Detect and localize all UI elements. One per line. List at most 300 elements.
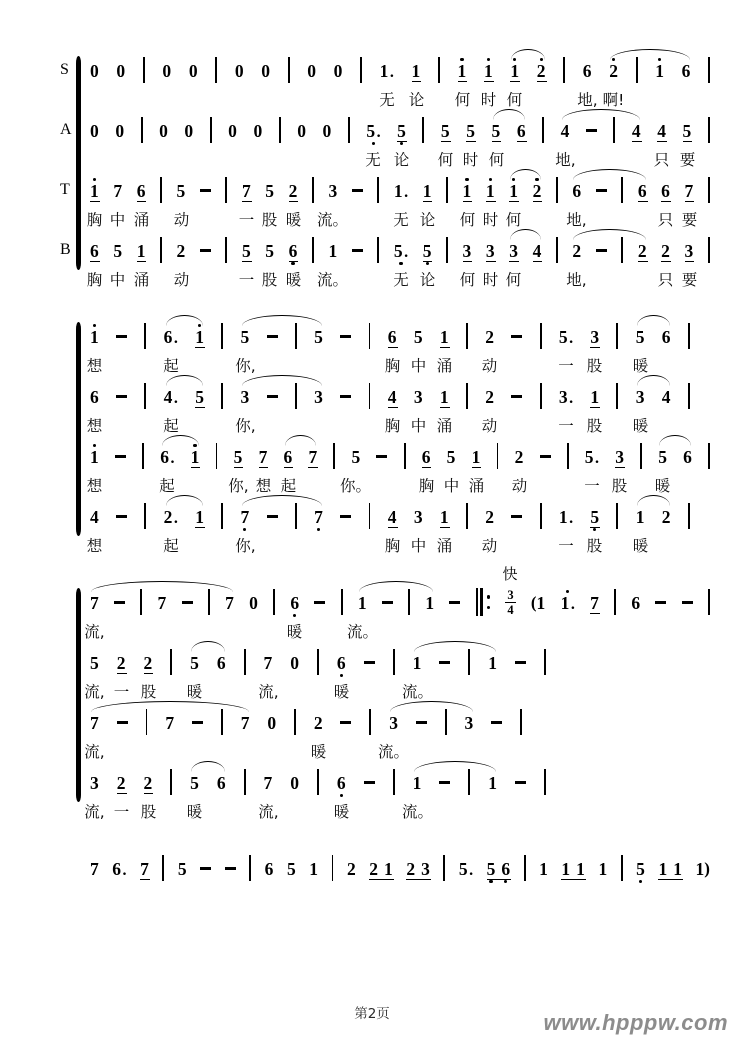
dash-continuation bbox=[116, 515, 127, 518]
lyric-syllable: 时 bbox=[462, 151, 479, 169]
dash-continuation bbox=[192, 721, 203, 724]
octave-dot-below bbox=[489, 673, 496, 681]
note-digit: 1 bbox=[457, 61, 467, 81]
note-cluster bbox=[683, 114, 692, 149]
note-token bbox=[380, 54, 394, 89]
dash-continuation bbox=[515, 781, 526, 784]
lyric-syllable: 一 bbox=[238, 271, 255, 289]
note-token bbox=[177, 234, 186, 269]
voice-line bbox=[60, 54, 710, 114]
note-token bbox=[559, 380, 573, 415]
note-cluster bbox=[590, 380, 599, 415]
note-glyph bbox=[235, 54, 244, 89]
note-glyph bbox=[290, 586, 299, 621]
notes-row bbox=[90, 114, 710, 169]
note-digit: 1 bbox=[412, 773, 422, 793]
note-cluster bbox=[90, 646, 99, 681]
note-cluster bbox=[323, 114, 332, 149]
note-token bbox=[463, 174, 472, 209]
note-token bbox=[440, 500, 449, 535]
note-glyph bbox=[90, 320, 99, 355]
octave-dot-below bbox=[236, 81, 243, 89]
octave-dot-below bbox=[533, 201, 540, 209]
rest bbox=[90, 54, 99, 89]
note-digit: 3 bbox=[413, 507, 423, 527]
lyric-syllable: 论 bbox=[419, 271, 436, 289]
octave-dot-below bbox=[663, 527, 670, 535]
dash-continuation bbox=[596, 189, 607, 192]
note-glyph bbox=[559, 380, 573, 415]
note-digit: 7 bbox=[684, 181, 694, 201]
voice-line bbox=[60, 114, 710, 174]
note-glyph bbox=[144, 646, 153, 681]
barline bbox=[294, 709, 296, 735]
note-digit: 3. bbox=[558, 387, 574, 407]
note-token bbox=[472, 440, 481, 475]
note-glyph bbox=[337, 766, 346, 801]
note-digit: 1 bbox=[598, 859, 608, 879]
barline bbox=[443, 855, 445, 881]
note-digit: 6 bbox=[90, 241, 99, 261]
note-token bbox=[140, 852, 149, 887]
repeat-bar bbox=[476, 588, 478, 616]
note-cluster bbox=[414, 320, 423, 355]
repeat-dot bbox=[487, 595, 490, 598]
note-cluster bbox=[485, 380, 494, 415]
barline bbox=[542, 117, 544, 143]
rest bbox=[334, 54, 343, 89]
note-cluster bbox=[559, 500, 573, 535]
note-token bbox=[590, 500, 599, 535]
note-token bbox=[486, 234, 495, 269]
time-signature bbox=[505, 588, 515, 617]
close-paren: ) bbox=[704, 859, 710, 878]
lyric-syllable: 胸 bbox=[384, 537, 401, 555]
note-digit: 2 bbox=[288, 181, 298, 201]
barline bbox=[288, 57, 290, 83]
barline bbox=[140, 589, 142, 615]
note-token bbox=[559, 320, 573, 355]
octave-dot-below bbox=[91, 141, 98, 149]
note-token bbox=[598, 852, 607, 887]
barline bbox=[225, 177, 227, 203]
note-glyph bbox=[117, 766, 126, 801]
barline bbox=[208, 589, 210, 615]
octave-dot-below bbox=[315, 347, 322, 355]
note-cluster bbox=[90, 320, 99, 355]
note-token bbox=[561, 586, 575, 621]
lyric-syllable: 涌 bbox=[133, 211, 150, 229]
note-cluster bbox=[631, 586, 640, 621]
lyric-syllable: 要 bbox=[679, 151, 696, 169]
note-glyph bbox=[90, 114, 99, 149]
octave-dot-below bbox=[117, 81, 124, 89]
dash-continuation bbox=[352, 249, 363, 252]
note-glyph bbox=[90, 500, 99, 535]
note-glyph bbox=[685, 234, 694, 269]
note-glyph bbox=[314, 706, 323, 741]
barline bbox=[144, 383, 146, 409]
slur bbox=[511, 49, 544, 60]
notes-row bbox=[90, 54, 710, 109]
note-glyph bbox=[537, 586, 546, 621]
note-digit: 3 bbox=[413, 387, 423, 407]
note-digit: 1 bbox=[635, 507, 645, 527]
lyric-syllable: 股 bbox=[586, 357, 603, 375]
octave-dot-below bbox=[663, 347, 670, 355]
note-digit: 0 bbox=[228, 121, 237, 141]
note-glyph bbox=[585, 440, 599, 475]
lyric-syllable: 一 bbox=[238, 211, 255, 229]
note-glyph bbox=[696, 852, 705, 887]
note-digit: 6 bbox=[683, 447, 692, 467]
note-cluster bbox=[515, 440, 524, 475]
note-digit: 0 bbox=[307, 61, 316, 81]
barline bbox=[446, 237, 448, 263]
barline bbox=[616, 383, 618, 409]
note-token bbox=[423, 234, 432, 269]
note-glyph bbox=[184, 114, 193, 149]
note-glyph bbox=[412, 54, 421, 89]
octave-dot-below bbox=[218, 673, 225, 681]
note-glyph bbox=[137, 234, 146, 269]
lyric-syllable: 起 bbox=[159, 477, 175, 495]
note-cluster bbox=[290, 646, 299, 681]
note-digit: 5 bbox=[590, 507, 600, 527]
note-digit: 1 bbox=[412, 653, 422, 673]
note-glyph bbox=[328, 234, 337, 269]
voice-line bbox=[84, 706, 710, 766]
lyric-syllable: 股 bbox=[611, 477, 628, 495]
note-token bbox=[531, 586, 545, 621]
note-digit: 1 bbox=[488, 653, 497, 673]
note-cluster bbox=[290, 586, 299, 621]
note-cluster bbox=[351, 440, 360, 475]
lyric-syllable: 中 bbox=[410, 417, 427, 435]
note-glyph bbox=[90, 852, 99, 887]
note-cluster bbox=[337, 646, 346, 681]
octave-dot-below bbox=[196, 347, 203, 355]
note-digit: 2 bbox=[406, 859, 416, 879]
octave-dot-below bbox=[577, 879, 584, 887]
note-glyph bbox=[466, 114, 475, 149]
note-digit: 4 bbox=[661, 387, 671, 407]
note-glyph bbox=[615, 440, 624, 475]
note-token bbox=[314, 706, 323, 741]
dash-continuation bbox=[200, 189, 211, 192]
note-cluster bbox=[178, 852, 187, 887]
note-cluster bbox=[307, 54, 316, 89]
note-glyph bbox=[486, 234, 495, 269]
lyric-syllable: 流。 bbox=[401, 803, 434, 821]
rest bbox=[249, 586, 258, 621]
note-glyph bbox=[423, 174, 432, 209]
note-digit: 7 bbox=[240, 507, 250, 527]
note-glyph bbox=[290, 646, 299, 681]
note-cluster bbox=[177, 174, 186, 209]
barline bbox=[640, 443, 642, 469]
lyric-syllable: 你, bbox=[235, 357, 256, 375]
note-token bbox=[90, 646, 99, 681]
lyric-syllable: 无 bbox=[393, 271, 409, 289]
repeat-dot bbox=[487, 606, 490, 609]
note-cluster bbox=[137, 174, 146, 209]
dash-continuation bbox=[340, 515, 351, 518]
note-cluster bbox=[657, 114, 666, 149]
note-cluster bbox=[264, 766, 273, 801]
lyric-syllable: 一 bbox=[558, 537, 574, 555]
augmentation-dot: . bbox=[569, 390, 574, 407]
note-token bbox=[289, 234, 298, 269]
notes-row bbox=[86, 500, 690, 555]
note-cluster bbox=[249, 586, 258, 621]
note-token bbox=[585, 440, 599, 475]
note-digit: 1 bbox=[695, 859, 705, 879]
octave-dot-below bbox=[91, 81, 98, 89]
note-cluster bbox=[264, 646, 273, 681]
note-digit: 5 bbox=[176, 181, 186, 201]
note-digit: 5 bbox=[265, 241, 275, 261]
note-digit: 1 bbox=[439, 327, 449, 347]
note-glyph bbox=[253, 114, 262, 149]
barline bbox=[225, 237, 227, 263]
notes-row bbox=[86, 380, 690, 435]
note-token bbox=[328, 174, 337, 209]
dash-continuation bbox=[515, 661, 526, 664]
note-glyph bbox=[459, 852, 473, 887]
note-digit: 1 bbox=[439, 387, 449, 407]
note-glyph bbox=[485, 320, 494, 355]
lyric-syllable: 动 bbox=[173, 271, 190, 289]
note-digit: 7 bbox=[258, 447, 268, 467]
note-cluster bbox=[485, 320, 494, 355]
notes-row bbox=[86, 440, 710, 495]
note-cluster bbox=[234, 440, 243, 475]
note-cluster bbox=[463, 174, 472, 209]
note-cluster bbox=[90, 114, 99, 149]
octave-dot-below bbox=[226, 613, 233, 621]
note-token bbox=[287, 852, 296, 887]
note-digit: 5 bbox=[636, 859, 645, 879]
note-cluster bbox=[144, 646, 153, 681]
note-token bbox=[369, 852, 393, 887]
octave-dot-below bbox=[599, 879, 606, 887]
note-digit: 7 bbox=[165, 713, 175, 733]
note-glyph bbox=[440, 500, 449, 535]
note-glyph bbox=[414, 380, 423, 415]
barline bbox=[160, 237, 162, 263]
note-digit: 3 bbox=[90, 773, 99, 793]
dash-continuation bbox=[376, 455, 387, 458]
lyric-syllable: 只 bbox=[657, 211, 674, 229]
note-token bbox=[289, 174, 298, 209]
note-digit: 4 bbox=[657, 121, 666, 141]
note-token bbox=[590, 586, 599, 621]
watermark: www.hpppw.com bbox=[543, 1010, 728, 1035]
barline bbox=[497, 443, 499, 469]
lyric-syllable: 中 bbox=[109, 211, 126, 229]
note-token bbox=[685, 234, 694, 269]
octave-dot-below bbox=[192, 467, 199, 475]
note-token bbox=[347, 852, 356, 887]
note-digit: 5. bbox=[458, 859, 474, 879]
lyric-syllable: 无 bbox=[379, 91, 395, 109]
note-token bbox=[265, 234, 274, 269]
barline bbox=[556, 177, 558, 203]
note-digit: 3 bbox=[328, 181, 338, 201]
note-glyph bbox=[414, 320, 423, 355]
note-token bbox=[636, 852, 645, 887]
note-cluster bbox=[423, 234, 432, 269]
note-glyph bbox=[144, 766, 153, 801]
note-glyph bbox=[287, 852, 296, 887]
note-token bbox=[90, 380, 99, 415]
note-glyph bbox=[501, 852, 510, 887]
lyric-syllable: 想 bbox=[86, 537, 103, 555]
note-glyph bbox=[394, 174, 408, 209]
note-glyph bbox=[261, 54, 270, 89]
note-digit: 2 bbox=[532, 181, 542, 201]
lyric-syllable: 流。 bbox=[377, 743, 410, 761]
note-digit: 1 bbox=[561, 859, 571, 879]
note-glyph bbox=[559, 320, 573, 355]
note-token bbox=[515, 440, 524, 475]
rest bbox=[189, 54, 198, 89]
note-digit: 6 bbox=[336, 773, 346, 793]
note-glyph bbox=[90, 174, 99, 209]
note-token bbox=[463, 234, 472, 269]
note-glyph bbox=[561, 586, 575, 621]
note-cluster bbox=[90, 766, 99, 801]
note-digit: 7 bbox=[90, 859, 99, 879]
lyric-syllable: 动 bbox=[481, 417, 498, 435]
score bbox=[0, 54, 710, 920]
octave-dot-below bbox=[533, 261, 540, 269]
note-token bbox=[559, 500, 573, 535]
note-digit: 1 bbox=[439, 507, 449, 527]
dash-continuation bbox=[225, 867, 236, 870]
note-digit: 7 bbox=[241, 181, 251, 201]
note-glyph bbox=[657, 114, 666, 149]
lyric-syllable: 股 bbox=[140, 683, 157, 701]
octave-dot-below bbox=[632, 613, 639, 621]
note-glyph bbox=[458, 54, 467, 89]
dash-continuation bbox=[340, 395, 351, 398]
note-digit: 1 bbox=[658, 859, 668, 879]
note-glyph bbox=[90, 54, 99, 89]
note-cluster bbox=[414, 500, 423, 535]
note-glyph bbox=[289, 234, 298, 269]
barline bbox=[333, 443, 335, 469]
note-digit: 0 bbox=[184, 121, 194, 141]
note-digit: 4 bbox=[560, 121, 570, 141]
lyric-syllable: 股 bbox=[586, 417, 603, 435]
octave-dot-below bbox=[696, 879, 703, 887]
barline bbox=[144, 323, 146, 349]
note-cluster bbox=[314, 706, 323, 741]
note-cluster bbox=[366, 114, 380, 149]
octave-dot-below bbox=[385, 879, 392, 887]
dash-continuation bbox=[439, 781, 450, 784]
octave-dot-below bbox=[637, 879, 644, 887]
time-signature-denominator: 4 bbox=[507, 603, 514, 617]
note-cluster bbox=[184, 114, 193, 149]
note-glyph bbox=[265, 852, 274, 887]
note-digit: 2 bbox=[369, 859, 379, 879]
note-cluster bbox=[485, 500, 494, 535]
note-cluster bbox=[414, 380, 423, 415]
octave-dot-below bbox=[310, 879, 317, 887]
note-digit: 4 bbox=[387, 387, 397, 407]
dash-continuation bbox=[340, 335, 351, 338]
note-token bbox=[264, 766, 273, 801]
note-token bbox=[113, 174, 122, 209]
augmentation-dot: . bbox=[122, 862, 127, 879]
note-cluster bbox=[412, 54, 421, 89]
note-glyph bbox=[259, 440, 268, 475]
note-token bbox=[90, 320, 99, 355]
note-cluster bbox=[90, 54, 99, 89]
lyric-syllable: 动 bbox=[173, 211, 190, 229]
note-digit: 4 bbox=[387, 507, 397, 527]
note-cluster bbox=[561, 852, 585, 887]
note-glyph bbox=[162, 54, 171, 89]
note-cluster bbox=[440, 500, 449, 535]
note-glyph bbox=[264, 646, 273, 681]
lyric-syllable: 论 bbox=[419, 211, 436, 229]
lyric-syllable: 论 bbox=[393, 151, 410, 169]
voice-line bbox=[60, 174, 710, 234]
note-token bbox=[137, 234, 146, 269]
octave-dot-below bbox=[141, 879, 148, 887]
lyric-syllable: 无 bbox=[365, 151, 381, 169]
note-cluster bbox=[228, 114, 237, 149]
note-digit: 6 bbox=[582, 61, 592, 81]
barline bbox=[341, 589, 343, 615]
notes-row bbox=[84, 706, 522, 761]
note-digit: 0 bbox=[249, 593, 258, 613]
rest bbox=[261, 54, 270, 89]
slur bbox=[359, 581, 432, 592]
dash-continuation bbox=[540, 455, 551, 458]
barline bbox=[160, 177, 162, 203]
note-cluster bbox=[90, 500, 99, 535]
note-cluster bbox=[90, 852, 99, 887]
lyric-syllable: 想 bbox=[86, 417, 103, 435]
dash-continuation bbox=[116, 335, 127, 338]
lyric-syllable: 暖 bbox=[333, 683, 350, 701]
note-token bbox=[486, 174, 495, 209]
note-token bbox=[685, 174, 694, 209]
note-glyph bbox=[485, 380, 494, 415]
note-digit: 5 bbox=[486, 859, 496, 879]
note-token bbox=[696, 852, 710, 887]
octave-dot-below bbox=[158, 613, 165, 621]
note-digit: 6 bbox=[661, 327, 671, 347]
octave-dot-below bbox=[229, 141, 236, 149]
rest bbox=[115, 114, 124, 149]
note-digit: 1 bbox=[673, 859, 682, 879]
barline bbox=[221, 503, 223, 529]
octave-dot-below bbox=[682, 81, 689, 89]
note-digit: 0 bbox=[333, 61, 343, 81]
note-glyph bbox=[388, 500, 397, 535]
lyric-syllable: 何 bbox=[454, 91, 471, 109]
note-digit: 1 bbox=[539, 859, 548, 879]
octave-dot-below bbox=[291, 793, 298, 801]
note-cluster bbox=[242, 234, 251, 269]
dash-continuation bbox=[364, 781, 375, 784]
